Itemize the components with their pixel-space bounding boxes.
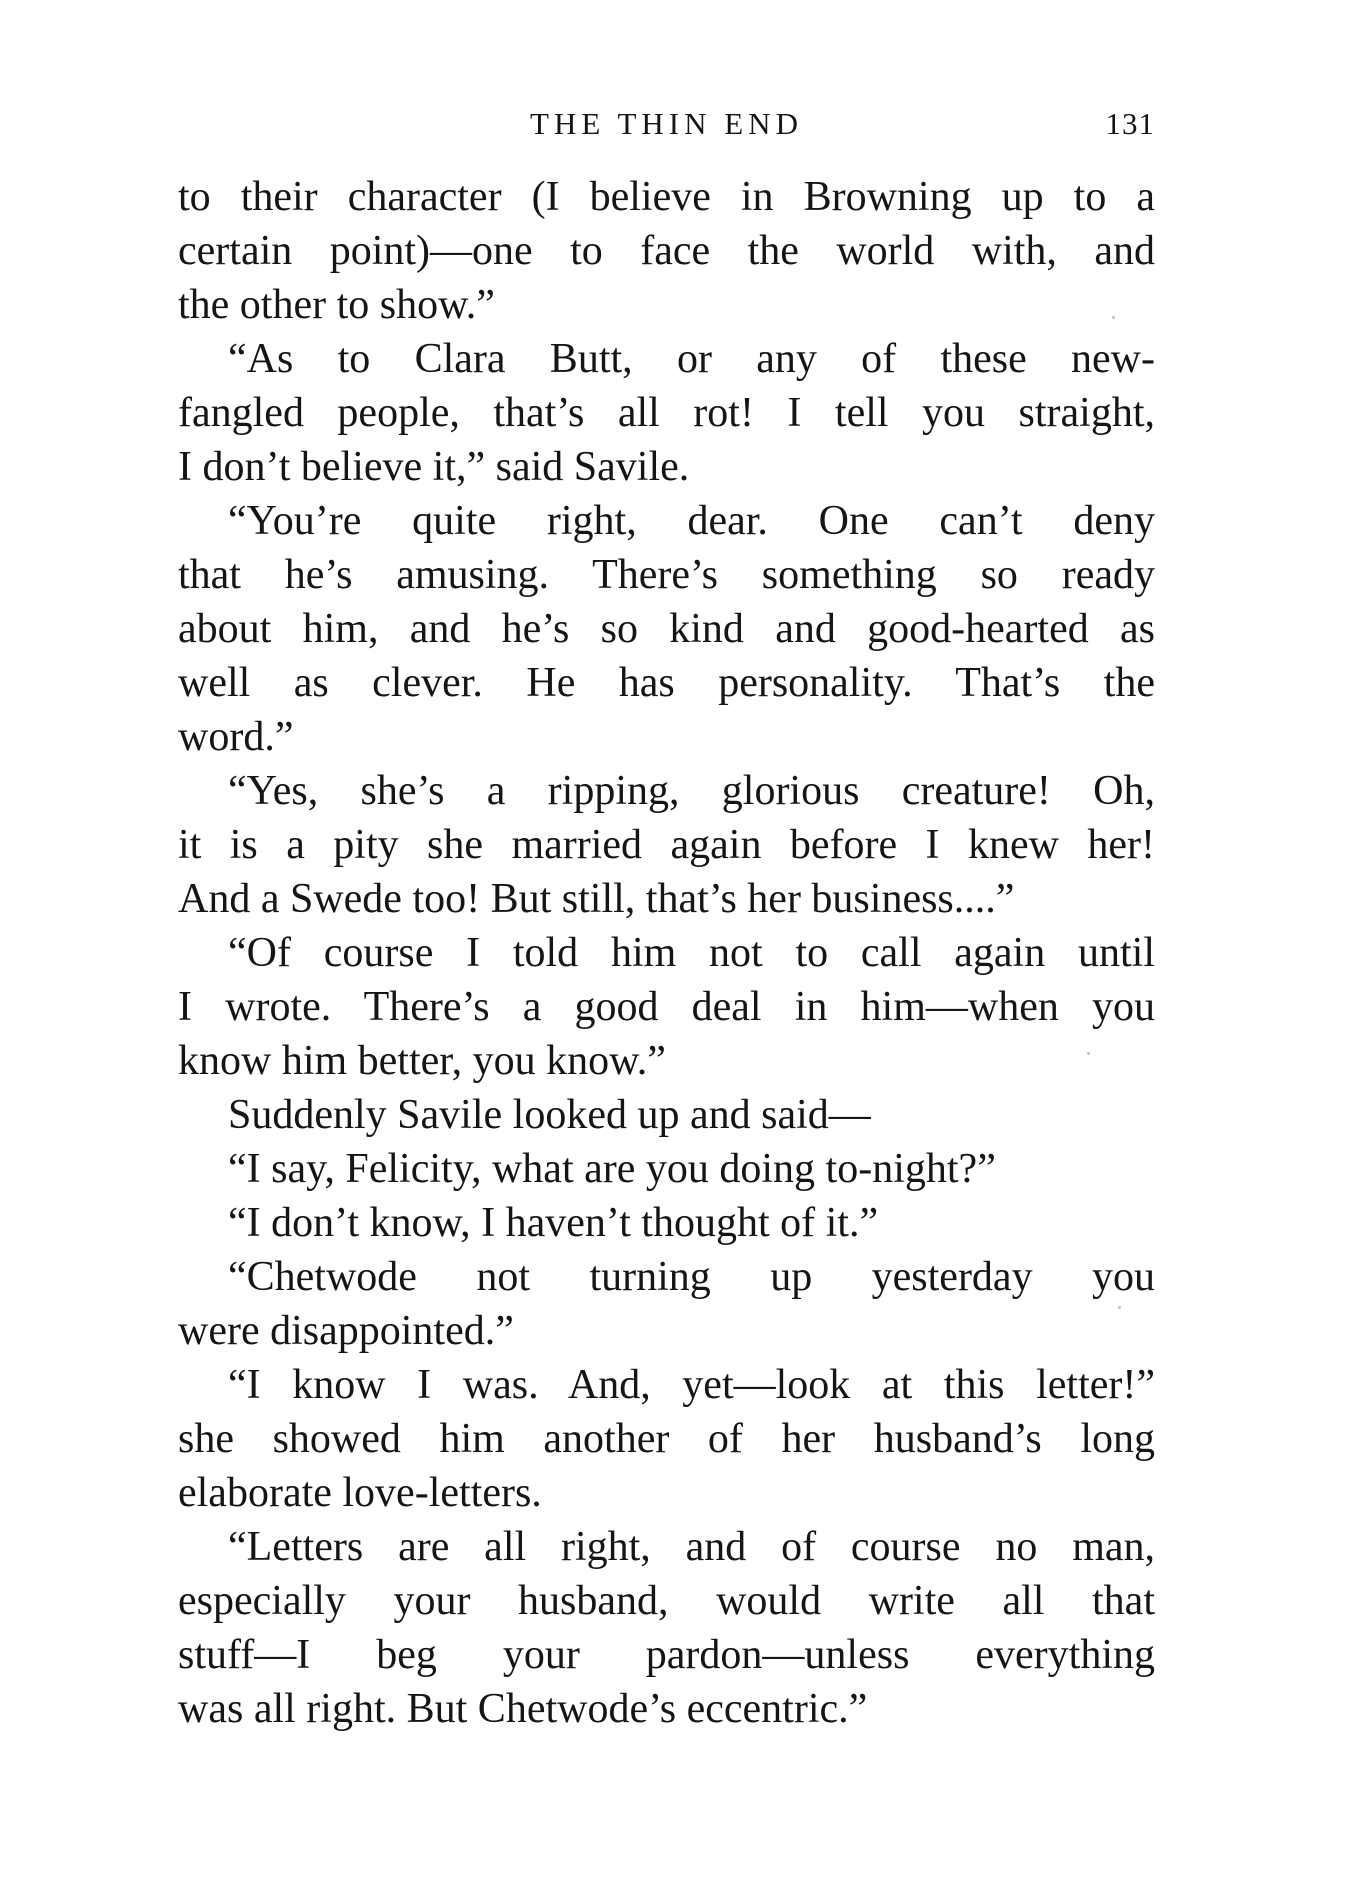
text-line: “Of course I told him not to call again until xyxy=(228,930,1155,976)
text-line: were disappointed.” xyxy=(178,1308,514,1354)
text-line: it is a pity she married again before I knew her! xyxy=(178,822,1155,868)
text-line: that he’s amusing. There’s something so ready xyxy=(178,552,1155,598)
text-line: “I don’t know, I haven’t thought of it.” xyxy=(228,1200,879,1246)
text-line: stuff—I beg your pardon—unless everything xyxy=(178,1632,1155,1678)
text-line: “Letters are all right, and of course no man, xyxy=(228,1524,1155,1570)
paragraph xyxy=(178,494,1155,764)
text-line: “As to Clara Butt, or any of these new- xyxy=(228,336,1155,382)
running-title: THE THIN END xyxy=(530,106,803,141)
text-line: “I know I was. And, yet—look at this letter!” xyxy=(228,1362,1155,1408)
paragraph xyxy=(178,332,1155,494)
paragraph xyxy=(178,170,1155,332)
paper-speck xyxy=(1118,1306,1121,1309)
text-line: the other to show.” xyxy=(178,282,495,328)
text-line: to their character (I believe in Browning up to a xyxy=(178,174,1155,220)
text-line: I don’t believe it,” said Savile. xyxy=(178,444,690,490)
text-line: “Yes, she’s a ripping, glorious creature! Oh, xyxy=(228,768,1155,814)
page-number: 131 xyxy=(1105,106,1155,141)
text-line: know him better, you know.” xyxy=(178,1038,666,1084)
paragraph xyxy=(178,1358,1155,1520)
paper-speck xyxy=(1112,316,1115,319)
text-line: well as clever. He has personality. That’s the xyxy=(178,660,1155,706)
text-line: especially your husband, would write all that xyxy=(178,1578,1155,1624)
paragraph xyxy=(178,1142,1155,1196)
text-line: I wrote. There’s a good deal in him—when you xyxy=(178,984,1155,1030)
text-line: about him, and he’s so kind and good-hearted as xyxy=(178,606,1155,652)
text-line: she showed him another of her husband’s long xyxy=(178,1416,1155,1462)
paragraph xyxy=(178,764,1155,926)
paragraph xyxy=(178,926,1155,1088)
paper-speck xyxy=(1087,1052,1090,1055)
text-line: Suddenly Savile looked up and said— xyxy=(228,1092,871,1138)
text-line: “You’re quite right, dear. One can’t deny xyxy=(228,498,1155,544)
text-line: “Chetwode not turning up yesterday you xyxy=(228,1254,1155,1300)
text-line: And a Swede too! But still, that’s her business....” xyxy=(178,876,1015,922)
paragraph xyxy=(178,1088,1155,1142)
text-line: “I say, Felicity, what are you doing to-night?” xyxy=(228,1146,996,1192)
paragraph xyxy=(178,1520,1155,1736)
body-text xyxy=(178,170,1155,1736)
text-line: was all right. But Chetwode’s eccentric.” xyxy=(178,1686,868,1732)
paragraph xyxy=(178,1250,1155,1358)
text-line: certain point)—one to face the world with, and xyxy=(178,228,1155,274)
text-line: fangled people, that’s all rot! I tell you straight, xyxy=(178,390,1155,436)
text-line: word.” xyxy=(178,714,294,760)
text-line: elaborate love-letters. xyxy=(178,1470,542,1516)
paragraph xyxy=(178,1196,1155,1250)
running-head xyxy=(178,106,1155,154)
